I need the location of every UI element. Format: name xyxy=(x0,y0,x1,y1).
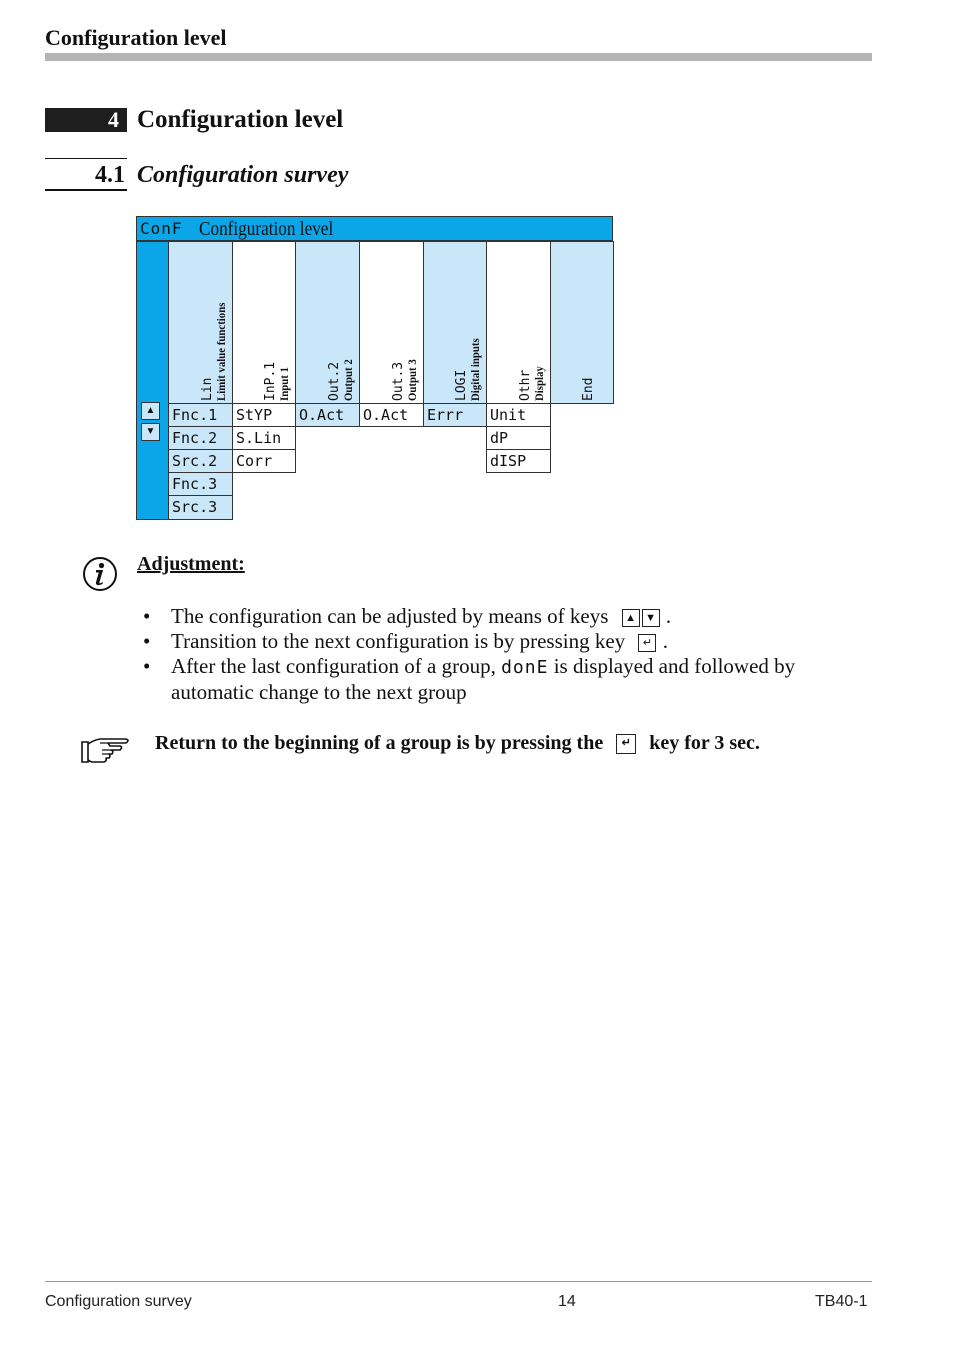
table-cell: Fnc.3 xyxy=(168,472,233,496)
subsection-rule-bottom xyxy=(45,189,127,191)
footer-rule xyxy=(45,1281,872,1282)
table-cell: O.Act xyxy=(295,403,360,427)
column-name: Input 1 xyxy=(277,367,291,401)
section-number: 4 xyxy=(45,108,127,132)
item-end: . xyxy=(662,629,668,653)
column-header-out3 xyxy=(359,241,424,404)
table-cell: Unit xyxy=(486,403,551,427)
table-cell: dP xyxy=(486,426,551,450)
column-name: Digital inputs xyxy=(468,338,482,401)
arrow-down-icon: ▼ xyxy=(141,423,160,441)
configuration-table xyxy=(136,216,614,520)
table-cell: S.Lin xyxy=(232,426,296,450)
column-name: Output 2 xyxy=(340,359,355,401)
adjustment-heading: Adjustment: xyxy=(137,553,245,575)
item-text: Transition to the next configuration is by pressing key xyxy=(171,629,626,653)
table-cell: Fnc.1 xyxy=(168,403,233,427)
up-key-icon: ▲ xyxy=(622,609,640,627)
subsection-number: 4.1 xyxy=(95,162,125,188)
item-text: The configuration can be adjusted by means of keys xyxy=(171,604,609,628)
column-code: Lin xyxy=(199,377,215,401)
column-code: LOGI xyxy=(454,369,469,401)
column-name: Display xyxy=(531,366,546,401)
table-cell: Src.3 xyxy=(168,495,233,520)
item-end: . xyxy=(665,604,672,628)
bullet: • xyxy=(143,604,151,628)
tip-text-a: Return to the beginning of a group is by pressing the xyxy=(155,732,604,754)
table-cell: StYP xyxy=(232,403,296,427)
navigation-bar xyxy=(136,241,169,520)
tip-text-b: key for 3 sec. xyxy=(649,732,760,754)
column-code: Out.2 xyxy=(326,361,342,401)
table-cell: dISP xyxy=(486,449,551,473)
item-text: is displayed and followed by automatic change to the next group xyxy=(171,654,796,704)
running-header: Configuration level xyxy=(45,25,227,50)
enter-key-icon: ↵ xyxy=(616,734,636,754)
arrow-up-icon: ▲ xyxy=(141,402,160,420)
page-number: 14 xyxy=(558,1293,576,1310)
adjustment-item-1 xyxy=(171,604,861,629)
table-cell: O.Act xyxy=(359,403,424,427)
column-header-lin xyxy=(168,241,233,404)
column-code: InP.1 xyxy=(263,361,278,401)
down-key-icon: ▼ xyxy=(642,609,660,627)
done-code: donE xyxy=(501,657,549,678)
column-header-othr xyxy=(486,241,551,404)
header-code: ConF xyxy=(140,219,183,238)
adjustment-item-2 xyxy=(171,629,861,654)
table-cell: Src.2 xyxy=(168,449,233,473)
column-header-end xyxy=(550,241,614,404)
pointing-hand-icon xyxy=(80,732,132,768)
column-header-out2 xyxy=(295,241,360,404)
footer-title: Configuration survey xyxy=(45,1293,192,1310)
column-code: Othr xyxy=(517,369,533,401)
table-cell: Fnc.2 xyxy=(168,426,233,450)
subsection-rule-top xyxy=(45,158,127,159)
column-code: End xyxy=(581,377,596,401)
enter-key-icon: ↵ xyxy=(638,634,656,652)
bullet: • xyxy=(143,654,151,678)
bullet: • xyxy=(143,629,151,653)
document-code: TB40-1 xyxy=(815,1293,868,1310)
item-text: After the last configuration of a group, xyxy=(171,654,496,678)
header-title: Configuration level xyxy=(199,218,334,240)
table-header xyxy=(136,216,613,241)
subsection-title: Configuration survey xyxy=(137,162,349,188)
table-cell: Corr xyxy=(232,449,296,473)
tip-text xyxy=(155,732,760,755)
column-name: Limit value functions xyxy=(213,302,228,401)
column-header-inp1 xyxy=(232,241,296,404)
info-icon xyxy=(82,556,114,588)
adjustment-item-3 xyxy=(171,654,861,705)
column-code: Out.3 xyxy=(390,361,406,401)
section-title: Configuration level xyxy=(137,106,344,133)
column-header-logi xyxy=(423,241,487,404)
table-cell: Errr xyxy=(423,403,487,427)
header-rule xyxy=(45,53,872,61)
column-name: Output 3 xyxy=(404,359,419,401)
